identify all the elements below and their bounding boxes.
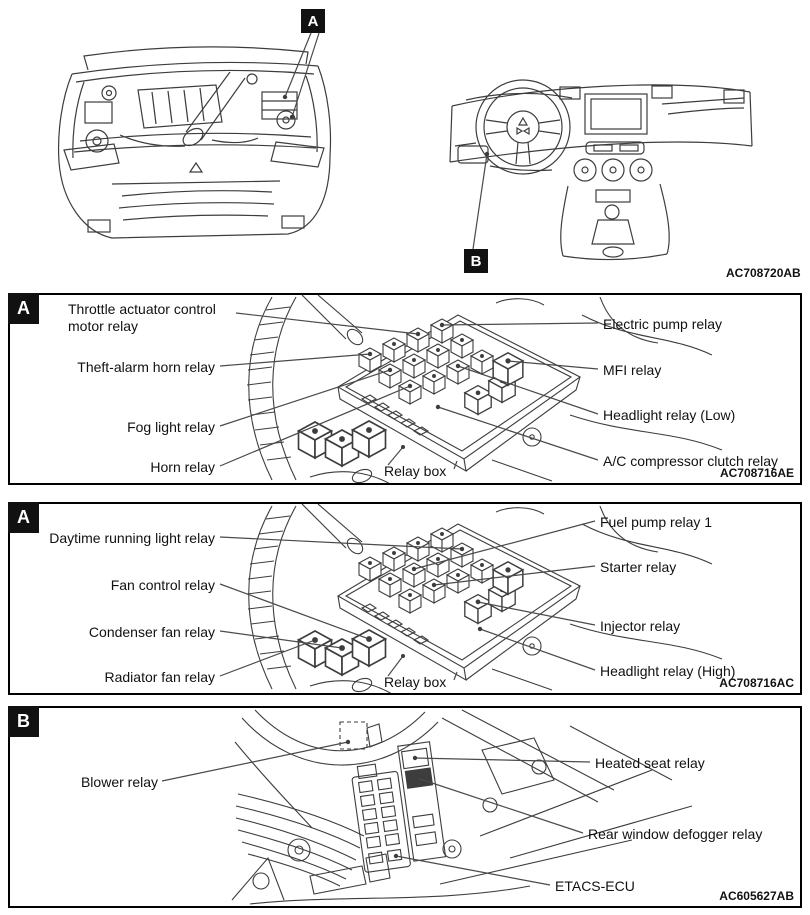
label-fuel-pump-relay-1: Fuel pump relay 1 — [600, 514, 713, 530]
label-daytime-running-light-relay: Daytime running light relay — [49, 530, 215, 546]
label-starter-relay: Starter relay — [600, 559, 677, 575]
label-blower-relay: Blower relay — [80, 774, 158, 790]
panel-engine-relay-box-2 — [8, 502, 802, 695]
label-ac-compressor-clutch-relay: A/C compressor clutch relay — [603, 453, 779, 469]
label-fan-control-relay: Fan control relay — [110, 577, 215, 593]
label-electric-pump-relay: Electric pump relay — [603, 316, 723, 332]
panel-b-figure-code: AC605627AB — [719, 889, 794, 903]
label-condenser-fan-relay: Condenser fan relay — [88, 624, 215, 640]
label-headlight-relay-low: Headlight relay (Low) — [603, 407, 736, 423]
panel-2-figure-code: AC708716AC — [719, 676, 794, 690]
overview-line-art — [0, 0, 810, 290]
panel-1-marker-badge: A — [8, 293, 39, 324]
panel-b-marker-badge: B — [8, 706, 39, 737]
label-throttle-actuator-control-motor-relay: Throttle actuator control motor relay — [68, 301, 216, 334]
cabin-relay-line-art — [10, 708, 800, 906]
label-headlight-relay-high: Headlight relay (High) — [600, 663, 736, 679]
label-horn-relay: Horn relay — [150, 459, 215, 475]
label-relay-box-2: Relay box — [384, 674, 447, 690]
label-etacs-ecu: ETACS-ECU — [555, 878, 635, 894]
overview-section — [0, 0, 810, 290]
label-theft-alarm-horn-relay: Theft-alarm horn relay — [77, 359, 215, 375]
label-relay-box-1: Relay box — [384, 463, 447, 479]
label-rear-window-defogger-relay: Rear window defogger relay — [588, 826, 763, 842]
label-injector-relay: Injector relay — [600, 618, 681, 634]
panel-1-figure-code: AC708716AE — [719, 466, 794, 480]
label-fog-light-relay: Fog light relay — [127, 419, 215, 435]
panel-2-marker-badge: A — [8, 502, 39, 533]
overview-figure-code: AC708720AB — [726, 266, 801, 280]
dashboard-marker-badge: B — [464, 249, 488, 273]
panel-engine-relay-box-1 — [8, 293, 802, 485]
label-heated-seat-relay: Heated seat relay — [595, 755, 705, 771]
label-mfi-relay: MFI relay — [603, 362, 662, 378]
label-radiator-fan-relay: Radiator fan relay — [104, 669, 215, 685]
panel-cabin-relay-etacs — [8, 706, 802, 908]
engine-bay-marker-badge: A — [301, 9, 325, 33]
